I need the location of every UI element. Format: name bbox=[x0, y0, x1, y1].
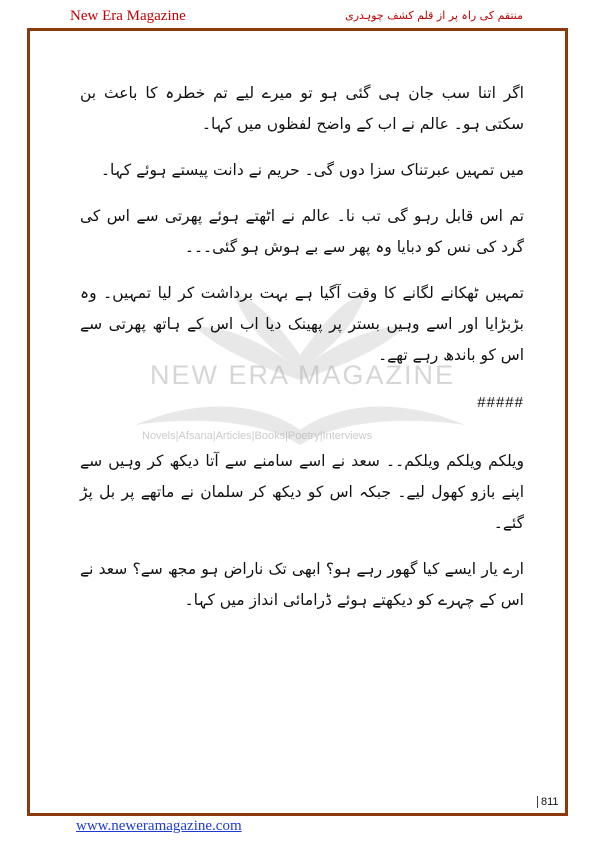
story-title-author: منتقم کی راہ پر از قلم کشف چوہدری bbox=[345, 9, 523, 22]
paragraph: ویلکم ویلکم ویلکم۔۔ سعد نے اسے سامنے سے آتا دیکھ کر وہیں سے اپنے بازو کھول لیے۔ جبکہ اس کو دیکھ کر سلمان نے ماتھے پر بل پڑ گئے۔ bbox=[80, 452, 524, 532]
paragraph: ارے یار ایسے کیا گھور رہے ہو؟ ابھی تک ناراض ہو مجھ سے؟ سعد نے اس کے چہرے کو دیکھتے ہوئے ڈرامائی انداز میں کہا۔ bbox=[80, 560, 524, 609]
watermark-tagline: Novels|Afsana|Articles|Books|Poetry|Interviews bbox=[142, 430, 373, 442]
scene-separator: ##### bbox=[477, 394, 524, 411]
page-number: 811 bbox=[537, 796, 559, 808]
website-link[interactable]: www.neweramagazine.com bbox=[76, 818, 242, 834]
magazine-name: New Era Magazine bbox=[70, 8, 186, 24]
paragraph: تم اس قابل رہو گی تب نا۔ عالم نے اٹھتے ہوئے پھرتی سے اس کی گرد کی نس کو دبایا وہ پھر سے بے ہوش ہو گئی۔۔۔ bbox=[80, 207, 524, 256]
paragraph: میں تمہیں عبرتناک سزا دوں گی۔ حریم نے دانت پیستے ہوئے کہا۔ bbox=[100, 161, 524, 179]
paragraph: اگر اتنا سب جان ہی گئی ہو تو میرے لیے تم خطرہ کا باعث بن سکتی ہو۔ عالم نے اب کے واضح لفظوں میں کہا۔ bbox=[80, 84, 524, 133]
story-body bbox=[80, 78, 524, 631]
paragraph: تمہیں ٹھکانے لگانے کا وقت آگیا ہے بہت برداشت کر لیا تمہیں۔ وہ بڑبڑایا اور اسے وہیں بستر پر پھینک دیا اب اس کے ہاتھ پھرتی سے اس کو باندھ رہے تھے۔ bbox=[80, 284, 524, 364]
watermark-name: NEW ERA MAGAZINE bbox=[150, 360, 456, 390]
